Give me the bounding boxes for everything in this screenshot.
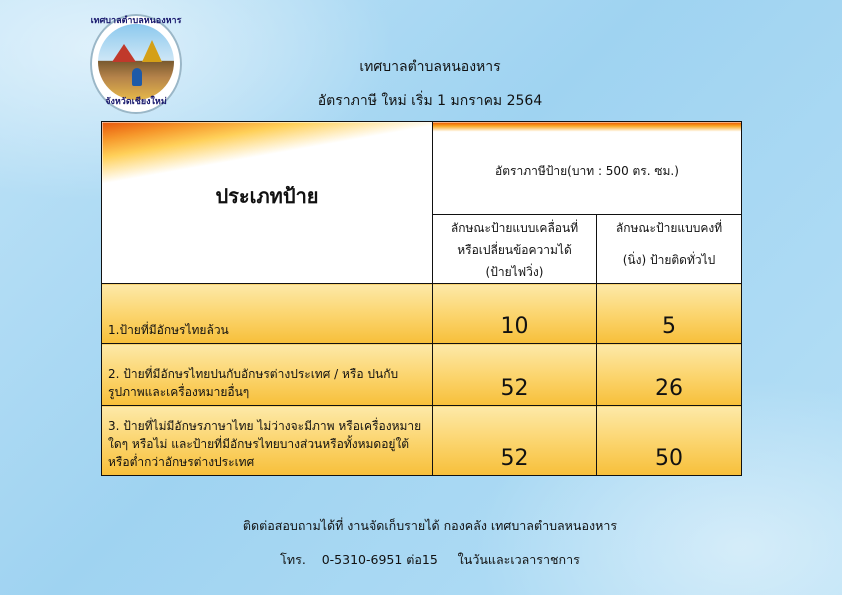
moving-rate-cell — [433, 344, 597, 406]
fixed-sign-header — [597, 215, 742, 284]
fixed-rate-value: 50 — [655, 446, 683, 471]
sign-type-cell — [102, 284, 433, 344]
moving-sign-header-line: ลักษณะป้ายแบบเคลื่อนที่ — [450, 221, 579, 235]
moving-sign-header-line: (ป้ายไฟวิ่ง) — [485, 265, 544, 279]
fixed-rate-cell — [597, 284, 742, 344]
moving-rate-cell — [433, 406, 597, 476]
logo-text-bottom: จังหวัดเชียงใหม่ — [105, 97, 167, 107]
moving-rate-cell — [433, 284, 597, 344]
moving-sign-header-line: หรือเปลี่ยนข้อความได้ — [457, 243, 572, 257]
moving-rate-value: 10 — [500, 314, 529, 339]
sign-type-header: ประเภทป้าย — [215, 184, 319, 208]
phone-info: โทร. 0-5310-6951 ต่อ15 ในวันและเวลาราชการ — [280, 552, 580, 567]
moving-rate-value: 52 — [500, 376, 529, 401]
rate-header: อัตราภาษีป้าย(บาท : 500 ตร. ซม.) — [495, 164, 679, 178]
sign-type-cell — [102, 344, 433, 406]
moving-rate-value: 52 — [500, 446, 529, 471]
table-row — [102, 284, 742, 344]
fixed-rate-cell — [597, 344, 742, 406]
table-row — [102, 406, 742, 476]
fixed-rate-value: 5 — [662, 314, 676, 339]
contact-info: ติดต่อสอบถามได้ที่ งานจัดเก็บรายได้ กองคลัง เทศบาลตำบลหนองหาร — [242, 518, 618, 533]
page-subtitle: อัตราภาษี ใหม่ เริ่ม 1 มกราคม 2564 — [317, 93, 543, 109]
org-title: เทศบาลตำบลหนองหาร — [359, 59, 501, 75]
table-row — [102, 344, 742, 406]
sign-type-cell — [102, 406, 433, 476]
logo-text-top: เทศบาลตำบลหนองหาร — [90, 16, 182, 26]
fixed-rate-cell — [597, 406, 742, 476]
sign-type-label: 1.ป้ายที่มีอักษรไทยล้วน — [108, 323, 229, 337]
sign-tax-rate-table — [101, 121, 742, 476]
moving-sign-header — [433, 215, 597, 284]
sign-type-header-cell — [102, 122, 433, 284]
fixed-rate-value: 26 — [655, 376, 683, 401]
fixed-sign-header-line: (นิ่ง) ป้ายติดทั่วไป — [622, 253, 716, 267]
rate-header-cell — [433, 122, 742, 215]
fixed-sign-header-line: ลักษณะป้ายแบบคงที่ — [615, 221, 723, 235]
sign-type-label: 3. ป้ายที่ไม่มีอักษรภาษาไทย ไม่ว่างจะมีภาพ หรือเครื่องหมายใดๆ หรือไม่ และป้ายที่มีอักษรไทยบางส่วนหรือทั้งหมดอยู่ใต้หรือต่ำกว่าอักษรต่างประเทศ — [108, 419, 422, 469]
sign-type-label: 2. ป้ายที่มีอักษรไทยปนกับอักษรต่างประเทศ / หรือ ปนกับรูปภาพและเครื่องหมายอื่นๆ — [108, 367, 399, 399]
